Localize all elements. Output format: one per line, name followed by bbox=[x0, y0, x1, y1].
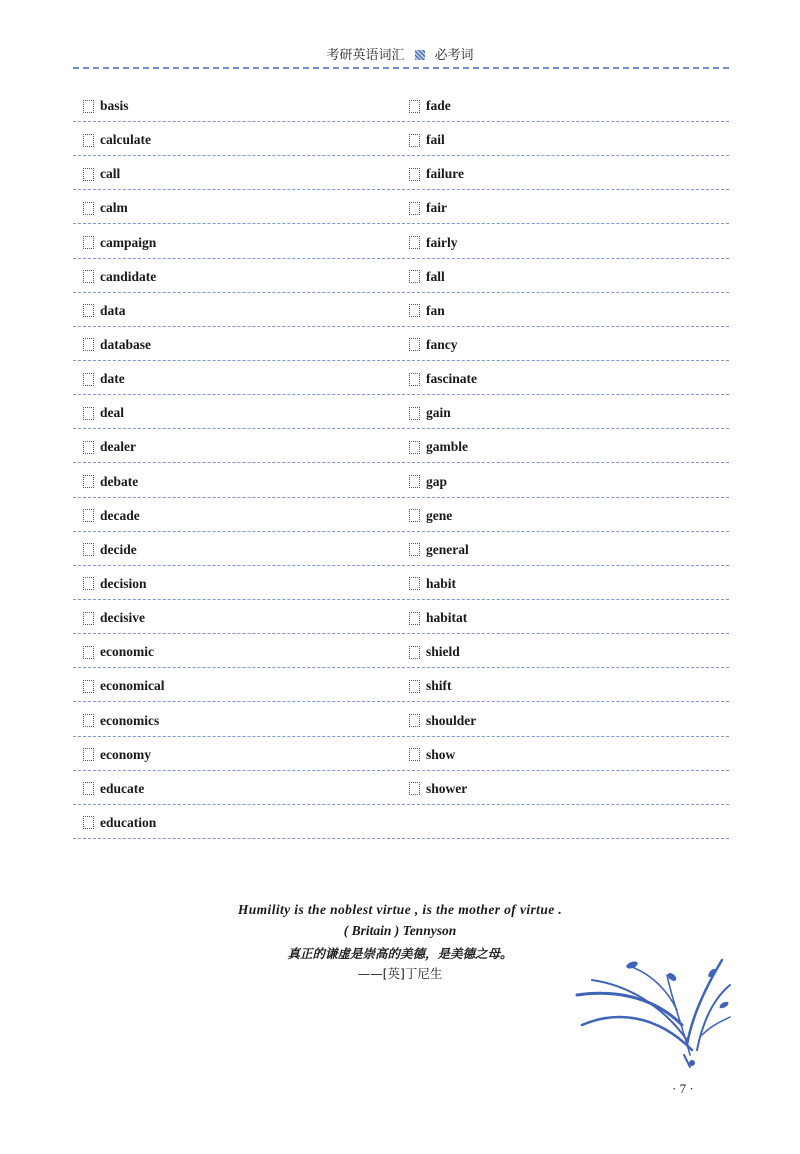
word-row bbox=[73, 362, 729, 395]
checkbox-icon[interactable] bbox=[409, 714, 420, 727]
checkbox-icon[interactable] bbox=[83, 646, 94, 659]
word-item-left bbox=[83, 780, 144, 798]
checkbox-icon[interactable] bbox=[409, 373, 420, 386]
checkbox-icon[interactable] bbox=[83, 475, 94, 488]
quote-attribution: ——[英]丁尼生 bbox=[357, 966, 443, 981]
checkbox-icon[interactable] bbox=[83, 236, 94, 249]
word-item-left bbox=[83, 575, 147, 593]
word-label: decision bbox=[100, 575, 147, 591]
word-label: fade bbox=[426, 98, 451, 113]
word-item-right bbox=[409, 609, 467, 627]
word-item-left bbox=[83, 541, 137, 559]
word-row bbox=[73, 226, 729, 259]
word-label: gene bbox=[426, 507, 453, 523]
orchid-illustration-icon bbox=[572, 955, 732, 1070]
word-label: date bbox=[100, 371, 125, 387]
word-label: calculate bbox=[100, 132, 151, 148]
word-item-left bbox=[83, 677, 164, 695]
word-label: data bbox=[100, 302, 126, 318]
word-item-right bbox=[409, 677, 452, 695]
word-label: shift bbox=[426, 678, 452, 694]
word-item-right bbox=[409, 473, 447, 491]
checkbox-icon[interactable] bbox=[83, 100, 94, 113]
word-row bbox=[73, 396, 729, 429]
checkbox-icon[interactable] bbox=[83, 202, 94, 215]
word-item-right bbox=[409, 165, 464, 183]
word-item-right bbox=[409, 302, 445, 320]
checkbox-icon[interactable] bbox=[409, 782, 420, 795]
checkbox-icon[interactable] bbox=[83, 543, 94, 556]
word-label: education bbox=[100, 814, 157, 830]
checkbox-icon[interactable] bbox=[83, 304, 94, 317]
word-row bbox=[73, 567, 729, 600]
word-item-right bbox=[409, 199, 447, 217]
word-label: gamble bbox=[426, 439, 468, 455]
word-item-left bbox=[83, 712, 159, 730]
word-label: shield bbox=[426, 644, 460, 660]
word-item-right bbox=[409, 575, 456, 593]
word-label: fail bbox=[426, 132, 445, 148]
checkbox-icon[interactable] bbox=[409, 543, 420, 556]
word-row bbox=[73, 601, 729, 634]
word-item-left bbox=[83, 234, 156, 252]
word-item-right bbox=[409, 746, 455, 764]
word-row bbox=[73, 635, 729, 668]
checkbox-icon[interactable] bbox=[83, 612, 94, 625]
checkbox-icon[interactable] bbox=[409, 270, 420, 283]
checkbox-icon[interactable] bbox=[409, 304, 420, 317]
checkbox-icon[interactable] bbox=[409, 612, 420, 625]
checkbox-icon[interactable] bbox=[409, 748, 420, 761]
word-label: campaign bbox=[100, 234, 157, 250]
quote-source: ( Britain ) Tennyson bbox=[343, 923, 457, 938]
header-rule bbox=[73, 67, 729, 69]
word-label: fall bbox=[426, 268, 445, 284]
word-row bbox=[73, 294, 729, 327]
page-number: · 7 · bbox=[672, 1081, 694, 1096]
header-title-left: 考研英语词汇 bbox=[326, 48, 405, 63]
word-item-right bbox=[409, 336, 458, 354]
word-item-right bbox=[409, 780, 467, 798]
quote-english: Humility is the noblest virtue , is the mother of virtue . bbox=[237, 902, 563, 917]
word-label: economy bbox=[100, 746, 151, 762]
word-item-left bbox=[83, 643, 154, 661]
checkbox-icon[interactable] bbox=[83, 509, 94, 522]
checkbox-icon[interactable] bbox=[409, 680, 420, 693]
word-label: economic bbox=[100, 644, 154, 660]
checkbox-icon[interactable] bbox=[409, 202, 420, 215]
checkbox-icon[interactable] bbox=[409, 509, 420, 522]
word-row bbox=[73, 465, 729, 498]
word-row bbox=[73, 533, 729, 566]
word-label: call bbox=[100, 166, 121, 182]
checkbox-icon[interactable] bbox=[83, 714, 94, 727]
word-row bbox=[73, 772, 729, 805]
checkbox-icon[interactable] bbox=[409, 646, 420, 659]
word-item-left bbox=[83, 268, 156, 286]
checkbox-icon[interactable] bbox=[409, 338, 420, 351]
word-label: dealer bbox=[100, 439, 136, 455]
word-label: fairly bbox=[426, 234, 458, 250]
checkbox-icon[interactable] bbox=[409, 134, 420, 147]
word-label: general bbox=[426, 541, 469, 557]
checkbox-icon[interactable] bbox=[409, 168, 420, 181]
word-item-left bbox=[83, 199, 128, 217]
word-item-right bbox=[409, 131, 445, 149]
word-label: habitat bbox=[426, 610, 468, 626]
checkbox-icon[interactable] bbox=[409, 475, 420, 488]
checkbox-icon[interactable] bbox=[83, 816, 94, 829]
word-label: economics bbox=[100, 712, 160, 728]
word-row bbox=[73, 123, 729, 156]
word-item-left bbox=[83, 473, 138, 491]
word-item-left bbox=[83, 404, 124, 422]
word-item-left bbox=[83, 814, 156, 832]
checkbox-icon[interactable] bbox=[83, 338, 94, 351]
word-label: gain bbox=[426, 405, 451, 421]
checkbox-icon[interactable] bbox=[409, 577, 420, 590]
word-label: show bbox=[426, 746, 456, 762]
checkbox-icon[interactable] bbox=[83, 748, 94, 761]
header-title-right: 必考词 bbox=[434, 48, 474, 63]
checkbox-icon[interactable] bbox=[83, 270, 94, 283]
word-item-left bbox=[83, 609, 145, 627]
word-item-left bbox=[83, 165, 120, 183]
word-item-left bbox=[83, 302, 126, 320]
word-item-right bbox=[409, 438, 468, 456]
checkbox-icon[interactable] bbox=[409, 441, 420, 454]
checkbox-icon[interactable] bbox=[83, 577, 94, 590]
checkbox-icon[interactable] bbox=[83, 407, 94, 420]
word-item-left bbox=[83, 131, 151, 149]
word-row bbox=[73, 157, 729, 190]
word-label: basis bbox=[100, 98, 129, 113]
word-item-right bbox=[409, 404, 451, 422]
checkbox-icon[interactable] bbox=[83, 441, 94, 454]
word-label: fancy bbox=[426, 336, 458, 352]
word-row bbox=[73, 191, 729, 224]
word-item-right bbox=[409, 370, 477, 388]
checkbox-icon[interactable] bbox=[83, 782, 94, 795]
word-item-right bbox=[409, 712, 476, 730]
word-label: decade bbox=[100, 507, 140, 523]
word-label: debate bbox=[100, 473, 139, 489]
word-label: shoulder bbox=[426, 712, 477, 728]
word-row bbox=[73, 260, 729, 293]
word-item-left bbox=[83, 438, 136, 456]
checkbox-icon[interactable] bbox=[409, 236, 420, 249]
word-list bbox=[73, 89, 729, 840]
word-row bbox=[73, 806, 729, 839]
header-separator-icon bbox=[415, 50, 425, 60]
word-label: decide bbox=[100, 541, 137, 557]
word-row bbox=[73, 499, 729, 532]
checkbox-icon[interactable] bbox=[83, 373, 94, 386]
word-label: decisive bbox=[100, 610, 145, 626]
word-label: fair bbox=[426, 200, 447, 216]
word-item-left bbox=[83, 746, 151, 764]
word-item-right bbox=[409, 643, 460, 661]
word-label: fascinate bbox=[426, 371, 477, 387]
word-item-left bbox=[83, 97, 129, 115]
word-row bbox=[73, 89, 729, 122]
checkbox-icon[interactable] bbox=[409, 100, 420, 113]
word-label: failure bbox=[426, 166, 464, 182]
checkbox-icon[interactable] bbox=[409, 407, 420, 420]
checkbox-icon[interactable] bbox=[83, 168, 94, 181]
word-item-right bbox=[409, 234, 458, 252]
word-item-right bbox=[409, 507, 452, 525]
word-label: shower bbox=[426, 780, 468, 796]
word-row bbox=[73, 328, 729, 361]
word-label: fan bbox=[426, 302, 445, 318]
word-item-left bbox=[83, 336, 151, 354]
quote-chinese: 真正的谦虚是崇高的美德，是美德之母。 bbox=[287, 946, 513, 961]
word-label: economical bbox=[100, 678, 165, 694]
word-label: educate bbox=[100, 780, 145, 796]
word-row bbox=[73, 430, 729, 463]
word-row bbox=[73, 738, 729, 771]
running-header bbox=[0, 44, 800, 63]
word-label: habit bbox=[426, 575, 457, 591]
word-item-right bbox=[409, 97, 451, 115]
word-label: deal bbox=[100, 405, 125, 421]
word-row bbox=[73, 669, 729, 702]
word-label: candidate bbox=[100, 268, 157, 284]
word-item-right bbox=[409, 268, 445, 286]
checkbox-icon[interactable] bbox=[83, 134, 94, 147]
word-item-left bbox=[83, 507, 140, 525]
checkbox-icon[interactable] bbox=[83, 680, 94, 693]
word-item-left bbox=[83, 370, 125, 388]
word-label: gap bbox=[426, 473, 448, 489]
word-label: calm bbox=[100, 200, 128, 216]
word-item-right bbox=[409, 541, 469, 559]
word-row bbox=[73, 704, 729, 737]
word-label: database bbox=[100, 336, 152, 352]
